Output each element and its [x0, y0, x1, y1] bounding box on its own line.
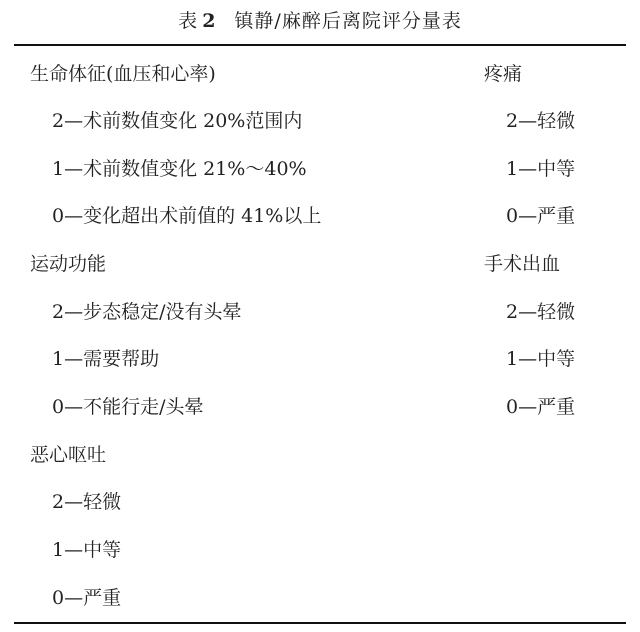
nausea-heading: 恶心呕吐 [30, 444, 107, 466]
pain-heading: 疼痛 [484, 63, 523, 85]
vitals-item-2: 2—术前数值变化 20%范围内 [52, 110, 303, 132]
table-top-rule [14, 44, 626, 46]
nausea-item-2: 2—轻微 [52, 491, 122, 513]
motor-heading: 运动功能 [30, 253, 107, 275]
bleeding-heading: 手术出血 [484, 253, 561, 275]
nausea-item-0: 0—严重 [52, 587, 122, 609]
pain-item-0: 0—严重 [506, 205, 576, 227]
motor-item-1: 1—需要帮助 [52, 348, 160, 370]
table-caption [0, 6, 640, 33]
bleeding-item-2: 2—轻微 [506, 301, 576, 323]
caption-label: 表 [178, 10, 199, 32]
bleeding-item-0: 0—严重 [506, 396, 576, 418]
caption-title: 镇静/麻醉后离院评分量表 [234, 10, 462, 32]
motor-item-2: 2—步态稳定/没有头晕 [52, 301, 242, 323]
motor-item-0: 0—不能行走/头晕 [52, 396, 204, 418]
pain-item-1: 1—中等 [506, 158, 576, 180]
table-bottom-rule [14, 622, 626, 624]
vitals-heading: 生命体征(血压和心率) [30, 63, 216, 85]
vitals-item-0: 0—变化超出术前值的 41%以上 [52, 205, 322, 227]
bleeding-item-1: 1—中等 [506, 348, 576, 370]
caption-number: 2 [202, 10, 217, 32]
nausea-item-1: 1—中等 [52, 539, 122, 561]
vitals-item-1: 1—术前数值变化 21%～40% [52, 158, 307, 180]
pain-item-2: 2—轻微 [506, 110, 576, 132]
